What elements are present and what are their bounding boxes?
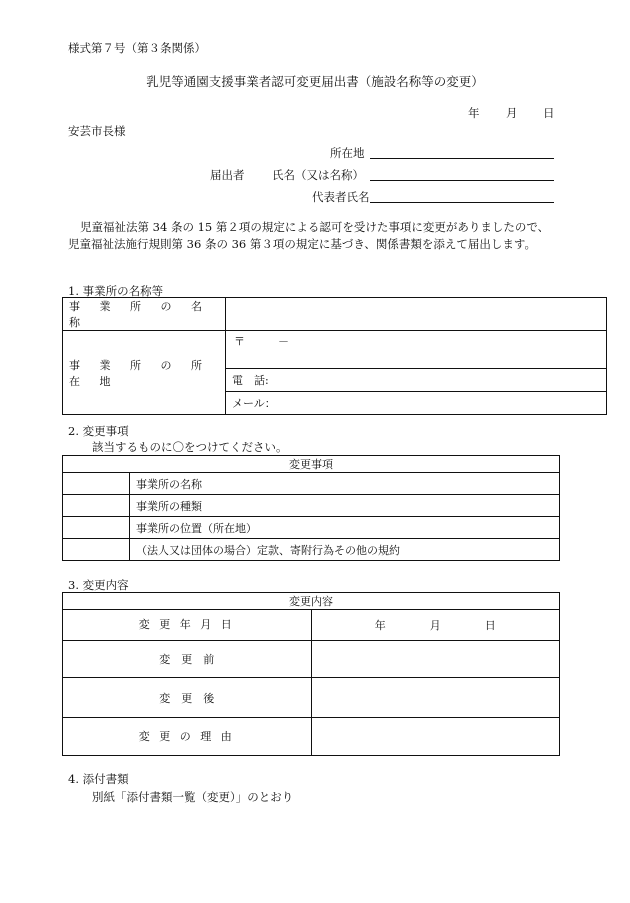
before-change-label: 変 更 前	[63, 641, 312, 678]
representative-field[interactable]	[370, 202, 554, 203]
attachments-text: 別紙「添付書類一覧（変更）」のとおり	[92, 790, 294, 804]
postal-field[interactable]: 〒 －	[226, 331, 607, 369]
location-label: 所在地	[330, 146, 365, 160]
date-year: 年	[468, 106, 480, 120]
change-date-label: 変 更 年 月 日	[63, 610, 312, 641]
section3-heading: 3. 変更内容	[68, 578, 129, 592]
name-label: 氏名（又は名称）	[272, 168, 364, 182]
name-field[interactable]	[370, 180, 554, 181]
change-reason-field[interactable]	[311, 718, 560, 756]
before-change-field[interactable]	[311, 641, 560, 678]
facility-name-field[interactable]	[226, 298, 607, 331]
change-date-field[interactable]: 年 月 日	[311, 610, 560, 641]
change-item: （法人又は団体の場合）定款、寄附行為その他の規約	[130, 539, 560, 561]
phone-field[interactable]: 電 話:	[226, 369, 607, 392]
check-cell[interactable]	[63, 473, 130, 495]
change-reason-label: 変 更 の 理 由	[63, 718, 312, 756]
section1-heading: 1. 事業所の名称等	[68, 284, 164, 298]
document-title: 乳児等通園支援事業者認可変更届出書（施設名称等の変更）	[146, 74, 484, 89]
addressee: 安芸市長様	[68, 124, 126, 138]
after-change-field[interactable]	[311, 678, 560, 718]
check-cell[interactable]	[63, 517, 130, 539]
facility-table	[62, 297, 607, 415]
change-content-table	[62, 592, 560, 756]
section2-instruction: 該当するものに〇をつけてください。	[92, 440, 288, 454]
check-cell[interactable]	[63, 539, 130, 561]
date-day: 日	[543, 106, 555, 120]
mail-field[interactable]: メール：	[226, 392, 607, 415]
section4-heading: 4. 添付書類	[68, 772, 129, 786]
form-number: 様式第７号（第３条関係）	[68, 41, 206, 55]
check-cell[interactable]	[63, 495, 130, 517]
date-month: 月	[506, 106, 518, 120]
applicant-label: 届出者	[210, 168, 245, 182]
facility-address-label: 事 業 所 の 所 在 地	[63, 331, 226, 415]
change-items-header: 変更事項	[63, 456, 560, 473]
facility-name-label: 事 業 所 の 名 称	[63, 298, 226, 331]
change-item: 事業所の名称	[130, 473, 560, 495]
location-field[interactable]	[370, 158, 554, 159]
change-items-table	[62, 455, 560, 561]
section2-heading: 2. 変更事項	[68, 424, 129, 438]
after-change-label: 変 更 後	[63, 678, 312, 718]
change-item: 事業所の種類	[130, 495, 560, 517]
representative-label: 代表者氏名	[312, 190, 370, 204]
change-item: 事業所の位置（所在地）	[130, 517, 560, 539]
change-content-header: 変更内容	[63, 593, 560, 610]
body-text: 児童福祉法第 34 条の 15 第２項の規定による認可を受けた事項に変更がありましたので、児童福祉法施行規則第 36 条の 36 第３項の規定に基づき、関係書類を添えて届出します。	[68, 220, 550, 251]
